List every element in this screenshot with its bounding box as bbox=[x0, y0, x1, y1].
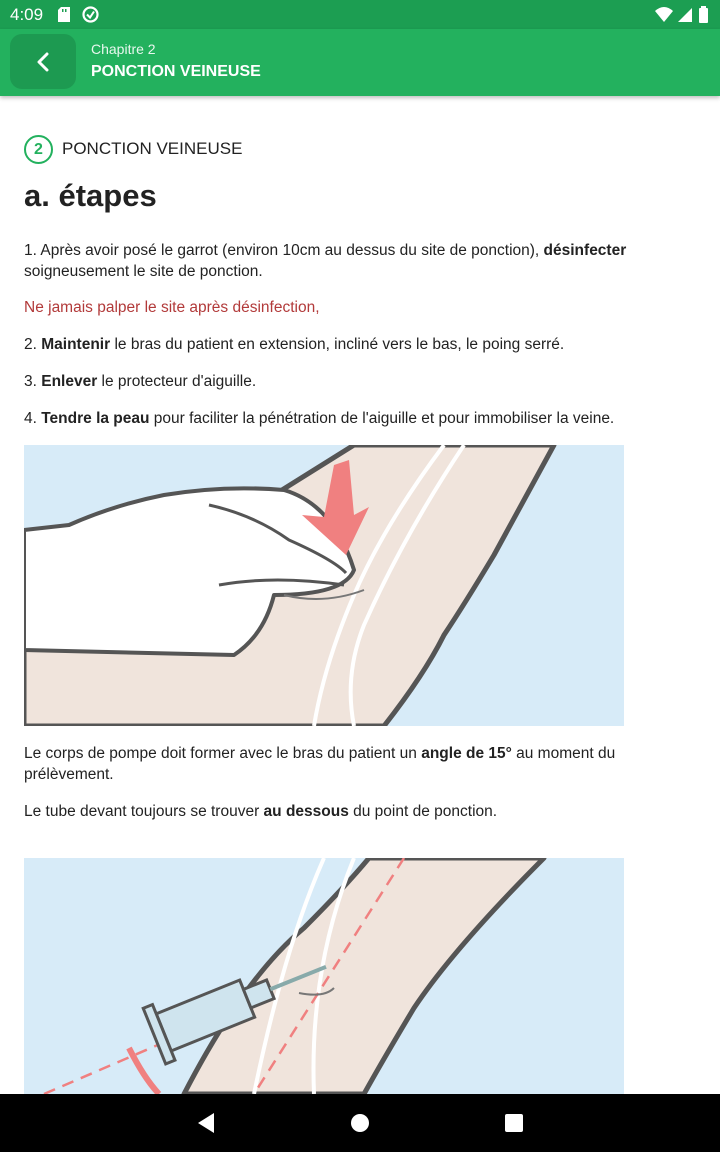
wifi-icon bbox=[655, 7, 673, 22]
illustration-needle-angle bbox=[24, 858, 624, 1094]
note-tube: Le tube devant toujours se trouver au dessous du point de ponction. bbox=[24, 803, 498, 820]
app-bar bbox=[0, 29, 720, 96]
chapter-label: Chapitre 2 bbox=[91, 41, 156, 57]
home-circle-icon[interactable] bbox=[350, 1112, 370, 1134]
status-bar bbox=[0, 0, 720, 29]
status-indicators bbox=[654, 5, 710, 25]
section-title: PONCTION VEINEUSE bbox=[62, 139, 243, 158]
section-header bbox=[24, 133, 644, 165]
step-2: 2. Maintenir le bras du patient en extension, incliné vers le bas, le poing serré. bbox=[24, 336, 565, 353]
back-triangle-icon[interactable] bbox=[196, 1112, 216, 1134]
warning-text: Ne jamais palper le site après désinfection, bbox=[24, 299, 320, 316]
sd-card-icon bbox=[58, 7, 70, 22]
illustration-skin-tension bbox=[24, 445, 624, 726]
sync-icon bbox=[82, 6, 99, 23]
section-number-badge: 2 bbox=[24, 135, 53, 164]
system-nav-bar bbox=[0, 1094, 720, 1152]
status-time: 4:09 bbox=[10, 5, 44, 24]
step-3: 3. Enlever le protecteur d'aiguille. bbox=[24, 373, 257, 390]
battery-icon bbox=[699, 8, 708, 23]
back-button[interactable] bbox=[10, 34, 76, 89]
step-1: 1. Après avoir posé le garrot (environ 10cm au dessus du site de ponction), désinfecter soigneusement le site de ponction. bbox=[24, 242, 627, 280]
subsection-heading: a. étapes bbox=[24, 178, 157, 213]
step-4: 4. Tendre la peau pour faciliter la pénétration de l'aiguille et pour immobiliser la veine. bbox=[24, 410, 615, 427]
recents-square-icon[interactable] bbox=[504, 1112, 524, 1134]
note-angle: Le corps de pompe doit former avec le bras du patient un angle de 15° au moment du prélèvement. bbox=[24, 745, 616, 783]
chevron-left-icon bbox=[35, 52, 51, 72]
page-title: PONCTION VEINEUSE bbox=[91, 63, 261, 80]
signal-icon bbox=[678, 8, 692, 22]
